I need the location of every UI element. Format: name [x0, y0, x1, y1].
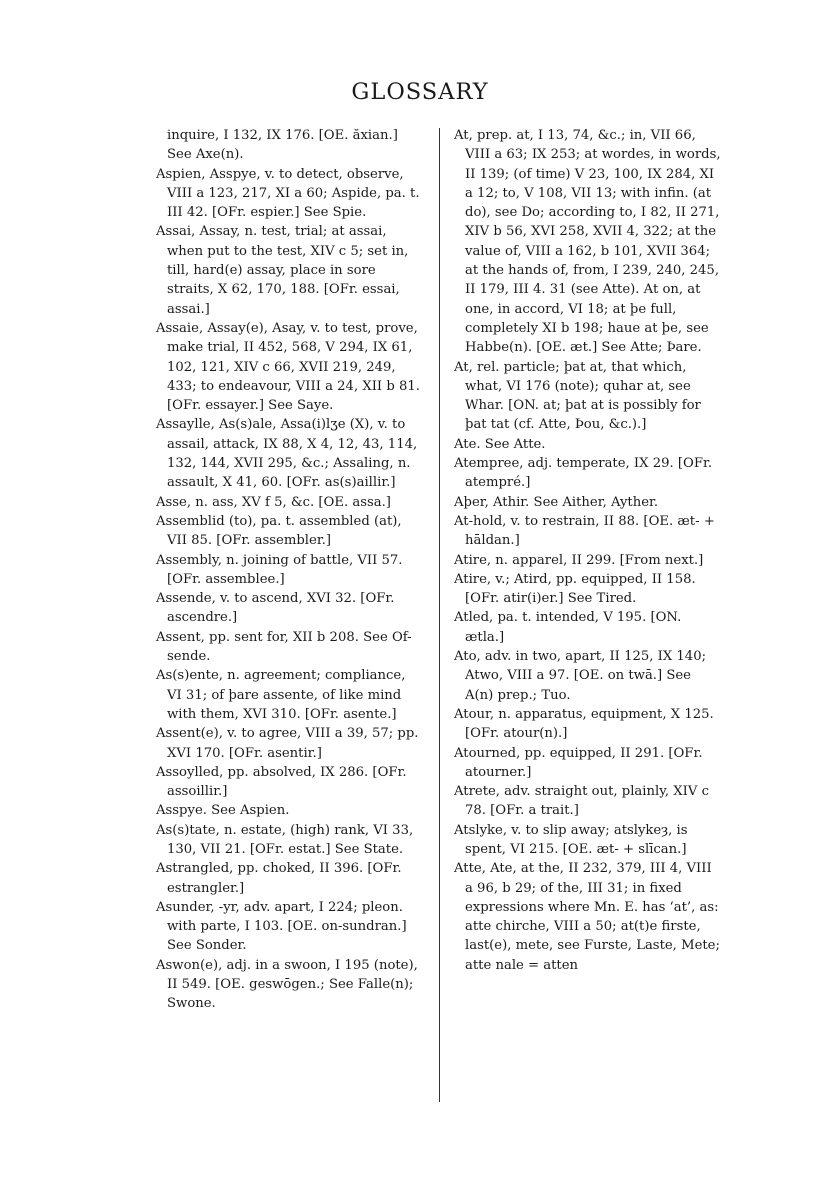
- glossary-entry: Atrete, adv. straight out, plainly, XIV c 78. [OFr. a trait.]: [454, 784, 709, 819]
- glossary-entry: At-hold, v. to restrain, II 88. [OE. æt- + hāldan.]: [454, 513, 715, 549]
- glossary-entry: Asspye. See Aspien.: [156, 803, 290, 819]
- glossary-entry: Assemblid (to), pa. t. assembled (at), VII 85. [OFr. assembler.]: [156, 513, 402, 549]
- glossary-entry: Assent(e), v. to agree, VIII a 39, 57; pp. XVI 170. [OFr. asentir.]: [156, 726, 419, 761]
- glossary-entry: Assai, Assay, n. test, trial; at assai, when put to the test, XIV c 5; set in, till, hard(e) assay, place in sore straits, X 62, 170, 188. [OFr. essai, assai.]: [156, 224, 409, 317]
- glossary-entry: Assembly, n. joining of battle, VII 57. [OFr. assemblee.]: [156, 552, 403, 587]
- glossary-entry: Assoylled, pp. absolved, IX 286. [OFr. assoillir.]: [156, 764, 407, 800]
- glossary-entry: Asse, n. ass, XV f 5, &c. [OE. assa.]: [156, 494, 391, 510]
- glossary-entry: Aswon(e), adj. in a swoon, I 195 (note), II 549. [OE. geswōgen.; See Falle(n); Swone.: [156, 957, 418, 1012]
- glossary-entry: At, rel. particle; þat at, that which, what, VI 176 (note); quhar at, see Whar. [ON. at; þat at is possibly for þat tat (cf. Atte, Þou, &c.).]: [454, 359, 701, 433]
- glossary-entry: Assende, v. to ascend, XVI 32. [OFr. ascendre.]: [156, 591, 395, 626]
- glossary-entry: Astrangled, pp. choked, II 396. [OFr. estrangler.]: [156, 861, 402, 896]
- glossary-entry: Atire, n. apparel, II 299. [From next.]: [454, 552, 704, 568]
- glossary-entry: Ato, adv. in two, apart, II 125, IX 140; Atwo, VIII a 97. [OE. on twā.] See A(n) prep.; Tuo.: [454, 649, 707, 703]
- glossary-entry: Atslyke, v. to slip away; atslykeȝ, is spent, VI 215. [OE. æt- + slīcan.]: [454, 822, 688, 857]
- glossary-entry: Assaie, Assay(e), Asay, v. to test, prove, make trial, II 452, 568, V 294, IX 61, 102, 121, XIV c 66, XVII 219, 249, 433; to endeavour, VIII a 24, XII b 81. [OFr. essayer.] See Saye.: [156, 320, 420, 414]
- glossary-entry: inquire, I 132, IX 176. [OE. ăxian.] See Axe(n).: [167, 128, 398, 163]
- glossary-entry: Atled, pa. t. intended, V 195. [ON. ætla.]: [454, 610, 682, 645]
- glossary-entry: At, prep. at, I 13, 74, &c.; in, VII 66, VIII a 63; IX 253; at wordes, in words, II 139; (of time) V 23, 100, IX 284, XI a 12; to, V 108, VII 13; with infin. (at do), see Do; according to, I 82, II 271, XIV b 56, XVI 258, XVII 4, 322; at the value of, VIII a 162, b 101, XVII 364; at the hands of, from, I 239, 240, 245, II 179, III 4. 31 (see Atte). At on, at one, in accord, VI 18; at þe full, completely XI b 198; haue at þe, see Habbe(n). [OE. æt.] See Atte; Þare.: [454, 128, 721, 356]
- glossary-left-column: [156, 126, 424, 1014]
- glossary-entry: Atte, Ate, at the, II 232, 379, III 4, VIII a 96, b 29; of the, III 31; in fixed expressions where Mn. E. has ‘at’, as: atte chirche, VIII a 50; at(t)e firste, last(e), mete, see Furste, Laste, Mete; atte nale = atten: [454, 861, 720, 973]
- page-title: GLOSSARY: [351, 79, 489, 105]
- glossary-entry: Atire, v.; Atird, pp. equipped, II 158. [OFr. atir(i)er.] See Tired.: [454, 571, 696, 607]
- glossary-entry: As(s)tate, n. estate, (high) rank, VI 33, 130, VII 21. [OFr. estat.] See State.: [156, 822, 414, 857]
- glossary-entry: Ate. See Atte.: [454, 436, 546, 452]
- glossary-entry: Asunder, -yr, adv. apart, I 224; pleon. with parte, I 103. [OE. on-sundran.] See Sonder.: [156, 899, 407, 954]
- glossary-entry: As(s)ente, n. agreement; compliance, VI 31; of þare assente, of like mind with them, XVI 310. [OFr. asente.]: [156, 668, 406, 722]
- glossary-entry: Assent, pp. sent for, XII b 208. See Of-sende.: [156, 629, 412, 665]
- glossary-entry: Atour, n. apparatus, equipment, X 125. [OFr. atour(n).]: [454, 706, 714, 742]
- glossary-entry: Aspien, Asspye, v. to detect, observe, VIII a 123, 217, XI a 60; Aspide, pa. t. III 42. [OFr. espier.] See Spie.: [156, 166, 420, 221]
- column-divider: [439, 128, 440, 1102]
- glossary-entry: Aþer, Athir. See Aither, Ayther.: [454, 494, 659, 510]
- glossary-entry: Assaylle, As(s)ale, Assa(i)lʒe (X), v. to assail, attack, IX 88, X 4, 12, 43, 114, 132, 144, XVII 295, &c.; Assaling, n. assault, X 41, 60. [OFr. as(s)aillir.]: [156, 417, 418, 491]
- glossary-entry: Atourned, pp. equipped, II 291. [OFr. atourner.]: [454, 745, 703, 780]
- glossary-entry: Atempree, adj. temperate, IX 29. [OFr. atempré.]: [454, 456, 713, 491]
- glossary-right-column: [454, 126, 722, 975]
